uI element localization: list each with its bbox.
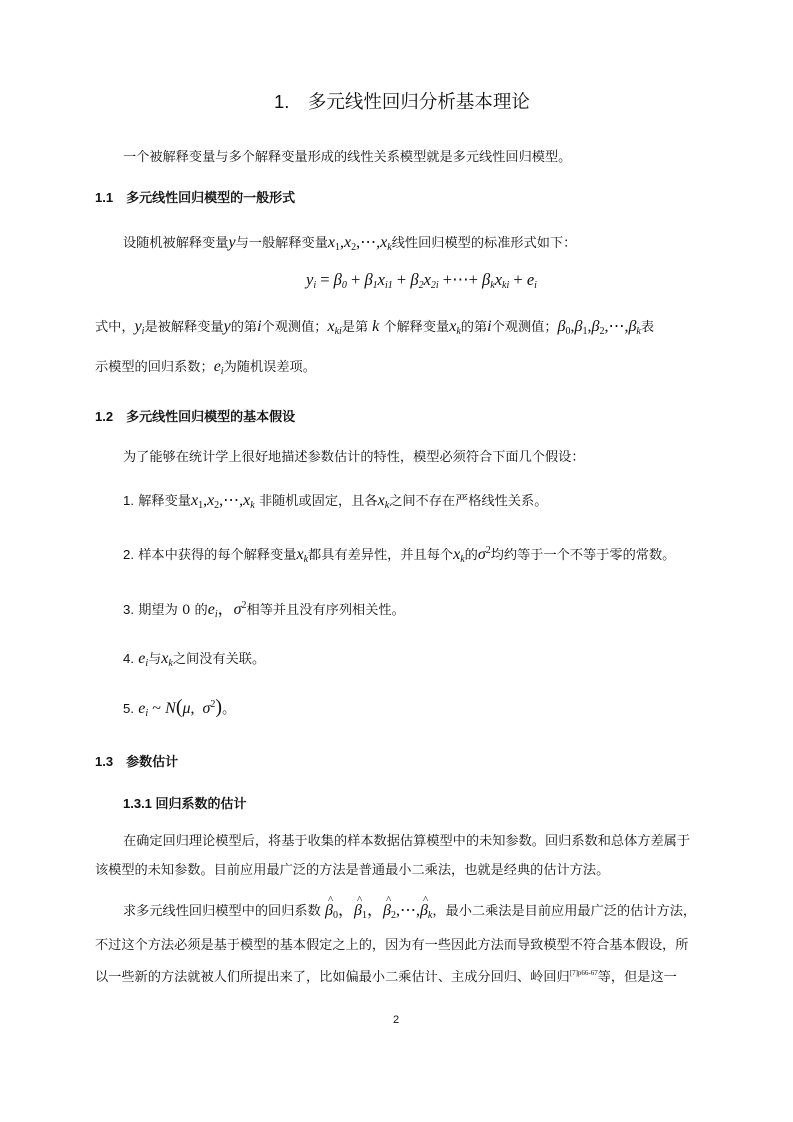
section-1-1-paragraph: 设随机被解释变量y与一般解释变量$x_1,x_2,\cdots,x_k$线性回归模型的标准形式如下： xyxy=(123,234,577,253)
subsection-heading-1-3-1: 1.3.1 回归系数的估计 xyxy=(123,796,247,811)
section-1-3-1-paragraph-1-line-1: 在确定回归理论模型后，将基于收集的样本数据估算模型中的未知参数。回归系数和总体方差属于 xyxy=(123,834,691,849)
section-1-3-1-paragraph-1-line-2: 该模型的未知参数。目前应用最广泛的方法是普通最小二乘法，也就是经典的估计方法。 xyxy=(95,863,610,878)
section-heading-1-2: 1.2 多元线性回归模型的基本假设 xyxy=(95,409,296,424)
assumption-4: 4. $e_i$与$x_k$之间没有关联。 xyxy=(123,650,266,669)
assumption-3: 3. 期望为 0 的$e_i$，$\sigma^2$相等并且没有序列相关性。 xyxy=(123,600,405,620)
assumption-1: 1. 解释变量$x_1,x_2,\cdots,x_k$ 非随机或固定，且各$x_k$之间不存在严格线性关系。 xyxy=(123,492,548,511)
section-1-3-1-paragraph-2-line-2: 不过这个方法必须是基于模型的基本假定之上的，因为有一些因此方法而导致模型不符合基本假设，所 xyxy=(95,938,689,953)
section-heading-1-1: 1.1 多元线性回归模型的一般形式 xyxy=(95,190,296,205)
assumption-5: 5. $e_i$ ~ N(μ, $\sigma^2$)。 xyxy=(123,696,236,719)
page-number: 2 xyxy=(393,1014,400,1026)
assumption-2: 2. 样本中获得的每个解释变量$x_k$都具有差异性，并且每个$x_k$的$\sigma^2$均约等于一个不等于零的常数。 xyxy=(123,545,676,565)
section-1-3-1-paragraph-2-line-3: 以一些新的方法就被人们所提出来了，比如偏最小二乘估计、主成分回归、岭回归$^{[7]p66-67}$等，但是这一 xyxy=(95,969,677,985)
section-1-3-1-paragraph-2-line-1: 求多元线性回归模型中的回归系数 ^ $\beta_0$，^ $\beta_1$，^ $\beta_2,\cdots,\^{}$ $\beta_k$，最小二乘法是目前应用最广泛的估计方法， xyxy=(123,897,696,921)
variable-definitions-cont: 示模型的回归系数；$e_i$为随机误差项。 xyxy=(95,358,316,377)
variable-definitions: 式中，$y_i$是被解释变量y的第i个观测值；$x_{ki}$是第 k 个解释变量$x_k$的第i个观测值；$\beta_0,\beta_1,\beta_2,\cdots,\beta_k$表 xyxy=(95,318,655,337)
intro-paragraph: 一个被解释变量与多个解释变量形成的线性关系模型就是多元线性回归模型。 xyxy=(123,150,572,165)
section-heading-1-3: 1.3 参数估计 xyxy=(95,754,179,769)
section-1-2-intro: 为了能够在统计学上很好地描述参数估计的特性，模型必须符合下面几个假设： xyxy=(123,450,585,465)
page-title: 1. 多元线性回归分析基本理论 xyxy=(274,91,530,112)
regression-formula: $y_i = \beta_0 + \beta_1x_{i1} + \beta_2x_{2i}$ +⋯+ $\beta_kx_{ki} + e_i$ xyxy=(306,270,537,291)
citation-reference: [7]p66-67 xyxy=(569,969,598,977)
